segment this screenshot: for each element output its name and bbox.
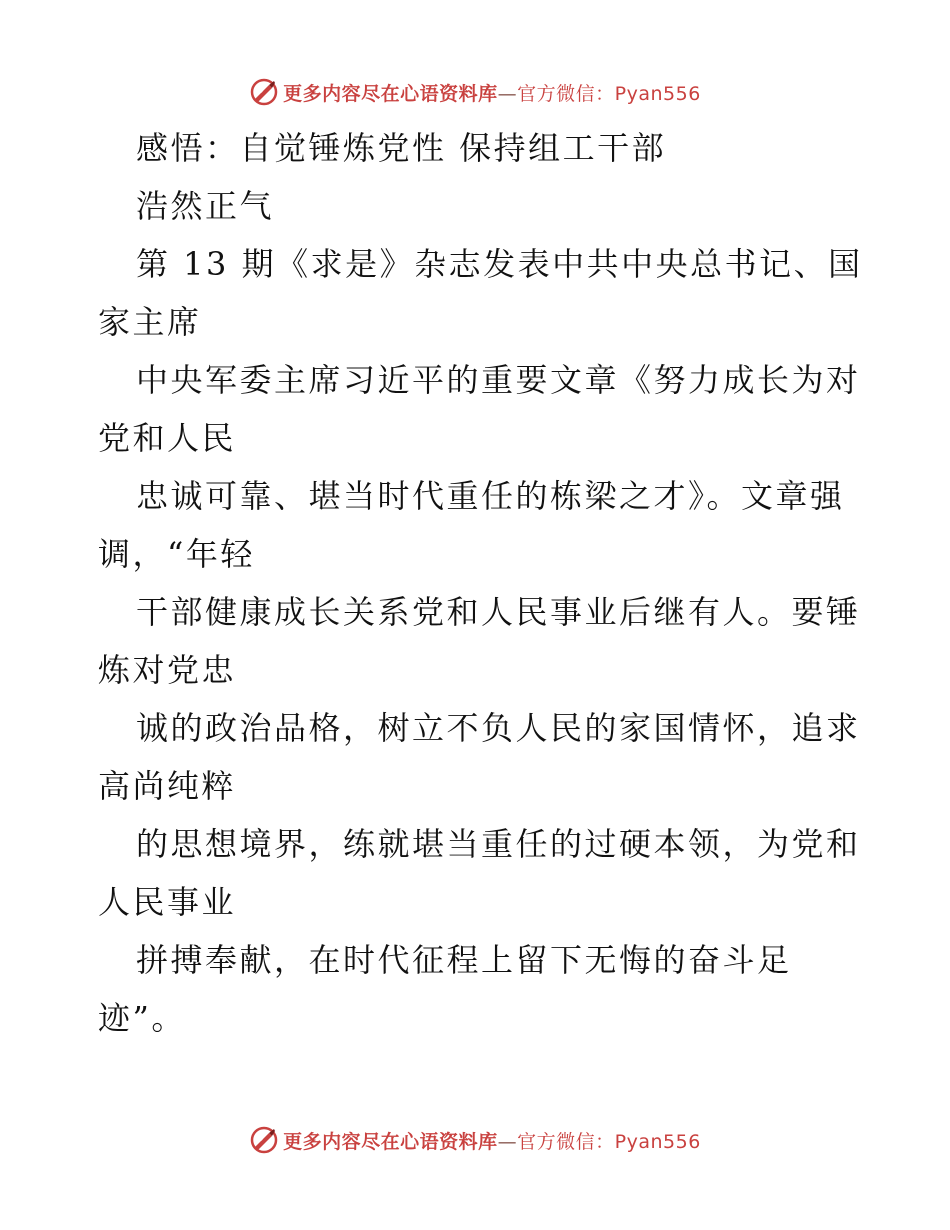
body-line: 第 13 期《求是》杂志发表中共中央总书记、国: [136, 245, 863, 283]
quill-emblem-icon: [249, 1125, 279, 1155]
title-line-1: 感悟：自觉锤炼党性 保持组工干部: [136, 129, 667, 167]
title-line-2: 浩然正气: [136, 187, 275, 225]
body-line: 家主席: [98, 303, 202, 341]
watermark-separator: —: [497, 1130, 518, 1153]
watermark-separator: —: [497, 82, 518, 105]
body-line: 人民事业: [98, 883, 237, 921]
body-line: 干部健康成长关系党和人民事业后继有人。要锤: [136, 593, 861, 631]
watermark-wechat: 官方微信：Pyan556: [517, 82, 701, 105]
body-line: 高尚纯粹: [98, 767, 237, 805]
body-line: 拼搏奉献，在时代征程上留下无悔的奋斗足: [136, 941, 792, 979]
footer-watermark: [0, 1120, 950, 1160]
body-line: 炼对党忠: [98, 651, 237, 689]
body-line: 诚的政治品格，树立不负人民的家国情怀，追求: [136, 709, 861, 747]
body-line: 迹”。: [98, 999, 186, 1037]
body-line: 忠诚可靠、堪当时代重任的栋梁之才》。文章强: [136, 477, 845, 515]
body-line: 党和人民: [98, 419, 237, 457]
body-line: 中央军委主席习近平的重要文章《努力成长为对: [136, 361, 861, 399]
watermark-text: [283, 1127, 701, 1154]
watermark-brand: 更多内容尽在心语资料库: [283, 82, 498, 105]
watermark-wechat: 官方微信：Pyan556: [517, 1130, 701, 1153]
body-line: 的思想境界，练就堪当重任的过硬本领，为党和: [136, 825, 861, 863]
watermark-brand: 更多内容尽在心语资料库: [283, 1130, 498, 1153]
body-line: 调，“年轻: [98, 535, 255, 573]
